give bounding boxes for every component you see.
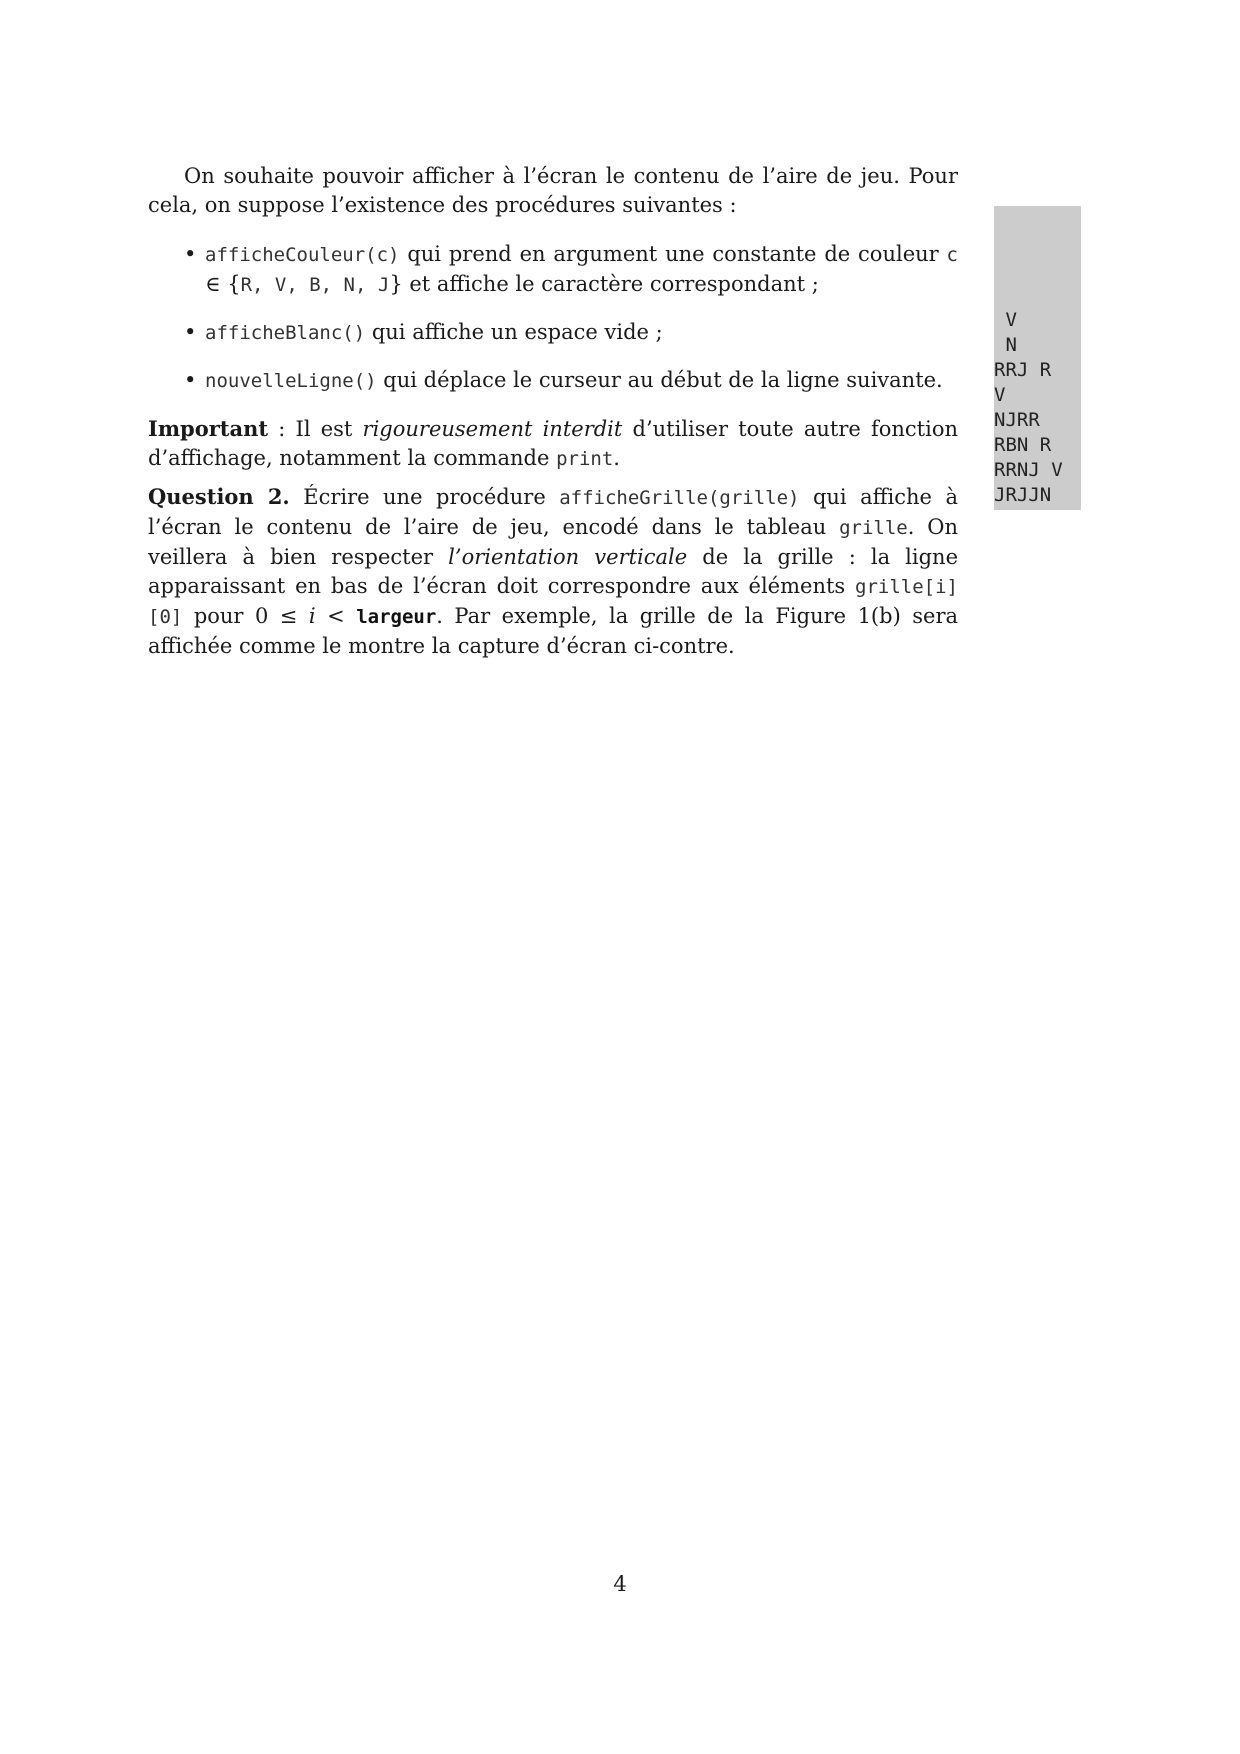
important-text: d’utiliser toute autre fonction d’affichage, notamment la commande xyxy=(148,417,958,470)
screen-line: JRJJN xyxy=(994,484,1052,506)
screen-line: RBN R xyxy=(994,434,1052,456)
item-description: qui affiche un espace vide ; xyxy=(365,320,663,344)
code-largeur: largeur xyxy=(356,606,437,628)
screen-line: V xyxy=(994,309,1017,331)
bullet-icon: • xyxy=(184,320,197,344)
question-emphasis: l’orientation verticale xyxy=(448,545,688,569)
item-description-end: } et affiche le caractère correspondant ; xyxy=(389,272,819,296)
screen-line: V xyxy=(994,384,1006,406)
screen-line: RRNJ V xyxy=(994,459,1063,481)
screen-line: NJRR xyxy=(994,409,1040,431)
question-text: . Par exemple, la grille de la Figure 1(b) sera affichée comme le montre la capture d’écran ci-contre. xyxy=(148,604,959,658)
question-label: Question 2. xyxy=(148,484,290,509)
math-element-of: ∈ { xyxy=(205,272,241,296)
page-number: 4 xyxy=(613,1572,627,1596)
important-emphasis: rigoureusement interdit xyxy=(362,417,623,441)
screen-line: RRJ R xyxy=(994,359,1052,381)
list-item xyxy=(184,366,958,396)
important-paragraph xyxy=(148,414,958,474)
bullet-icon: • xyxy=(184,242,197,266)
code-affichegrille: afficheGrille(grille) xyxy=(559,487,800,509)
code-grille: grille xyxy=(839,517,908,539)
list-item xyxy=(184,240,958,300)
question-text: qui affiche à l’écran le contenu de l’aire de jeu, encodé dans le tableau xyxy=(148,485,958,539)
question-text: < xyxy=(315,604,357,628)
text-column xyxy=(148,162,958,661)
item-description: qui prend en argument une constante de couleur xyxy=(399,242,947,266)
important-text: : Il est xyxy=(268,417,363,441)
math-variable: i xyxy=(308,604,316,628)
important-label: Important xyxy=(148,416,269,441)
screen-line: N xyxy=(994,334,1017,356)
code-nouvelleligne: nouvelleLigne() xyxy=(205,370,377,392)
question-text: Écrire une procédure xyxy=(289,485,560,509)
code-c: c xyxy=(946,244,958,266)
code-affichecouleur: afficheCouleur(c) xyxy=(205,244,400,266)
bullet-icon: • xyxy=(184,368,197,392)
spacer xyxy=(148,474,958,482)
color-set: R, V, B, N, J xyxy=(240,274,390,296)
code-print: print xyxy=(556,448,614,470)
important-text: . xyxy=(613,446,620,470)
code-afficheblanc: afficheBlanc() xyxy=(205,322,366,344)
question-text: pour 0 ≤ xyxy=(182,604,309,628)
procedure-list xyxy=(148,240,958,396)
code-grille-index: grille[i][0] xyxy=(148,576,958,628)
intro-paragraph: On souhaite pouvoir afficher à l’écran le contenu de l’aire de jeu. Pour cela, on suppose l’existence des procédures suivantes : xyxy=(148,164,958,217)
screen-output xyxy=(994,308,1063,508)
question-text: de la grille : la ligne apparaissant en bas de l’écran doit correspondre aux éléments xyxy=(148,545,958,598)
screen-capture xyxy=(994,206,1081,510)
question-text: . On veillera à bien respecter xyxy=(148,515,958,569)
question-paragraph xyxy=(148,482,958,661)
list-item xyxy=(184,318,958,348)
item-description: qui déplace le curseur au début de la ligne suivante. xyxy=(376,368,943,392)
